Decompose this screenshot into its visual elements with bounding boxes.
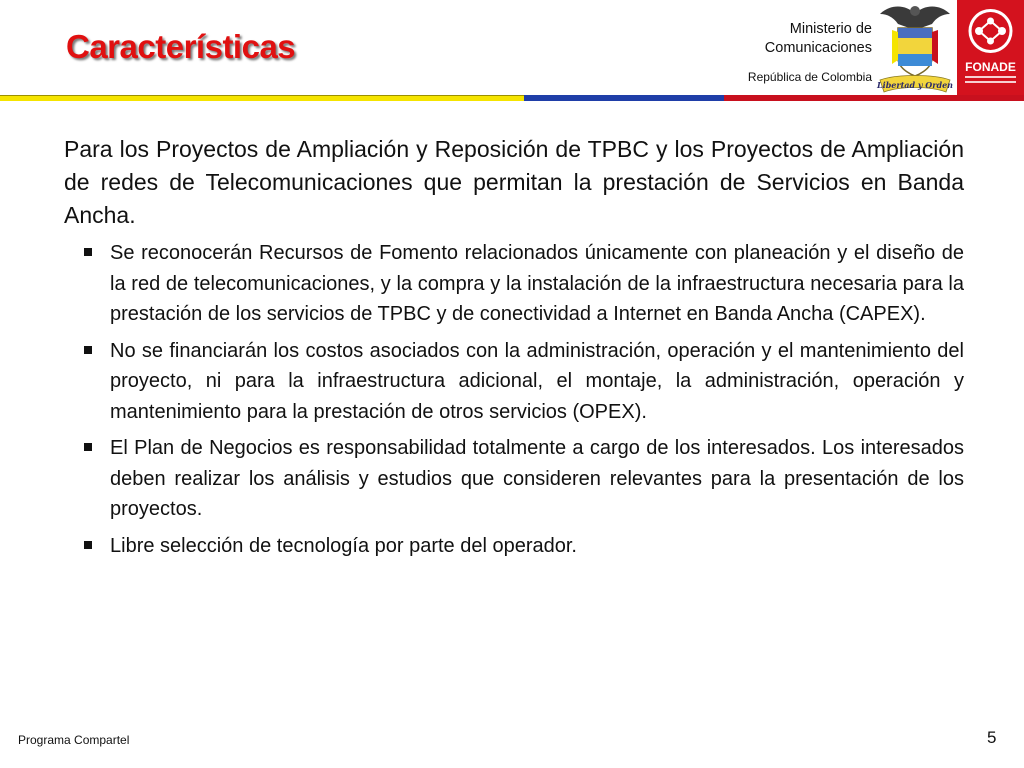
intro-paragraph: Para los Proyectos de Ampliación y Reposición de TPBC y los Proyectos de Ampliación de redes de Telecomunicaciones que permitan la prestación de Servicios en Banda Ancha. [64, 136, 964, 228]
bullet-item-plan-negocios [64, 433, 964, 525]
header-color-band [0, 95, 1024, 101]
page-number: 5 [987, 728, 997, 747]
square-bullet-icon [84, 248, 92, 256]
fonade-logo [957, 0, 1024, 96]
ministry-line-1: Ministerio de [789, 21, 872, 37]
crest-motto: Libertad y Orden [877, 80, 953, 90]
ministry-line-2: Comunicaciones [764, 40, 872, 56]
bullet-item-opex [64, 336, 964, 428]
square-bullet-icon [84, 443, 92, 451]
bullet-text: No se financiarán los costos asociados con la administración, operación y el mantenimiento del proyecto, ni para la infraestructura adicional, el montaje, la administración, operación y mantenimiento para la prestación de otros servicios (OPEX). [110, 339, 964, 423]
bullet-text: Libre selección de tecnología por parte del operador. [110, 534, 577, 557]
ministry-name [765, 20, 872, 58]
square-bullet-icon [84, 346, 92, 354]
bullet-text: El Plan de Negocios es responsabilidad totalmente a cargo de los interesados. Los interesados deben realizar los análisis y estudios que consideren relevantes para la presentación de los proyectos. [110, 437, 964, 520]
footer-program: Programa Compartel [18, 733, 130, 747]
bullet-item-tecnologia [64, 531, 964, 562]
band-blue [524, 95, 724, 101]
slide-body [64, 133, 964, 567]
square-bullet-icon [84, 541, 92, 549]
fonade-label: FONADE [965, 60, 1016, 74]
colombia-coat-of-arms-icon [876, 0, 954, 96]
band-yellow [0, 95, 524, 101]
fonade-logo-icon [957, 0, 1024, 96]
bullet-item-capex [64, 238, 964, 330]
slide-title: Características [66, 28, 296, 65]
bullet-list [64, 238, 964, 561]
republica-label: República de Colombia [747, 70, 872, 84]
bullet-text: Se reconocerán Recursos de Fomento relacionados únicamente con planeación y el diseño de la red de telecomunicaciones, y la compra y la instalación de la infraestructura necesaria para la prestación de los servicios de TPBC y de conectividad a Internet en Banda Ancha (CAPEX). [110, 242, 964, 325]
band-red [724, 95, 1024, 101]
